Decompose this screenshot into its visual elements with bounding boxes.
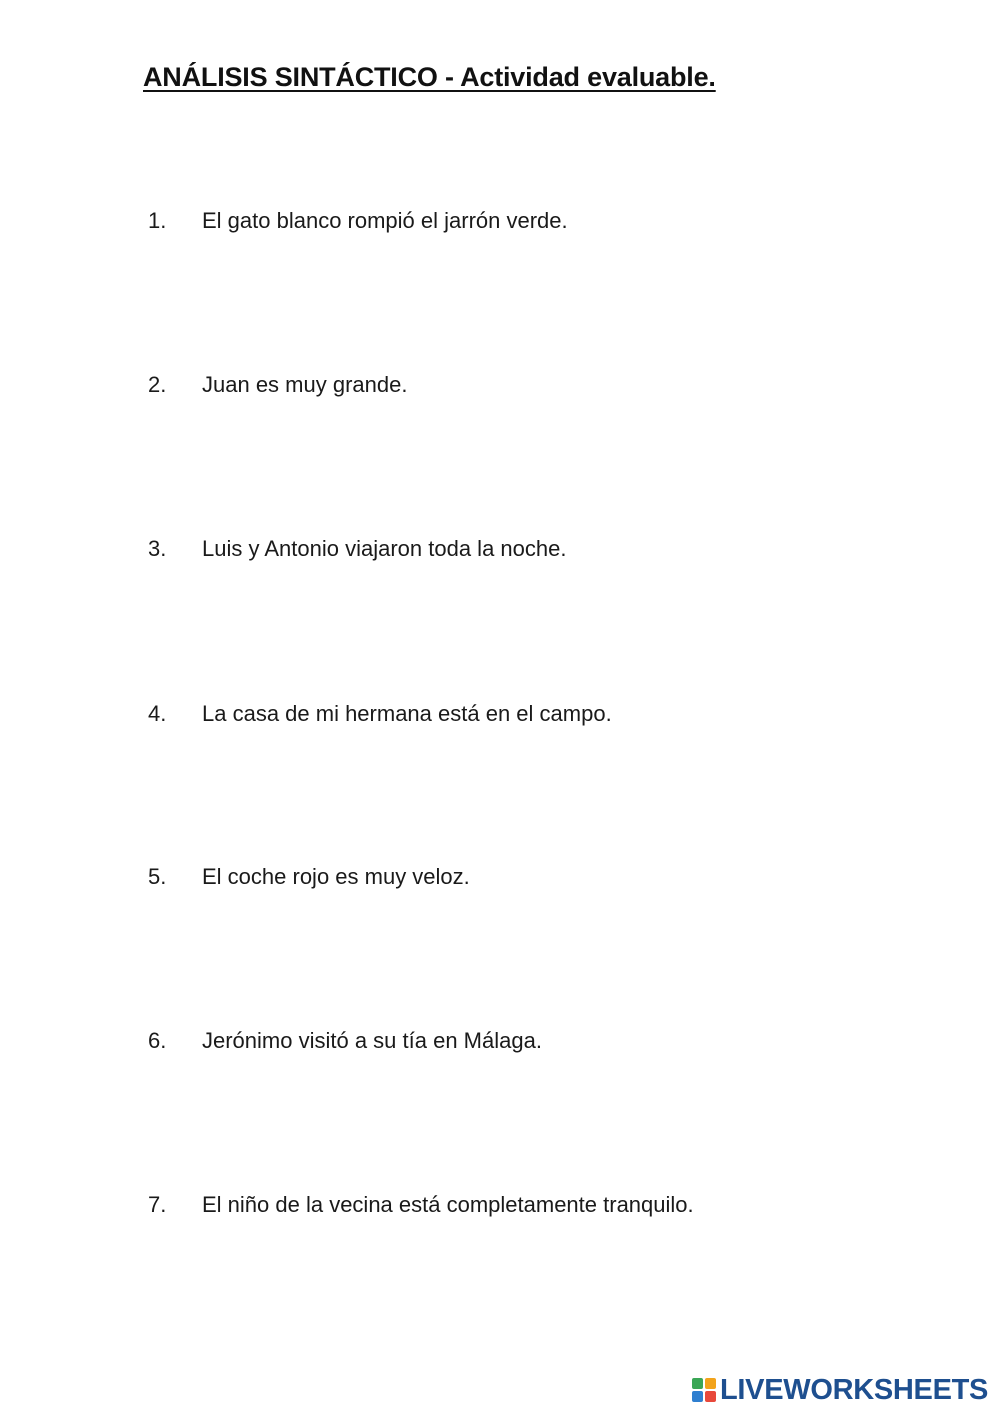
sentence-number: 6. — [148, 1028, 167, 1053]
sentence-text: El gato blanco rompió el jarrón verde. — [202, 208, 568, 233]
logo-square-green — [692, 1378, 703, 1389]
sentence-item-5 — [148, 864, 470, 890]
sentence-number: 2. — [148, 372, 167, 397]
sentence-item-2 — [148, 372, 407, 398]
sentence-item-6 — [148, 1028, 542, 1054]
sentence-number: 4. — [148, 701, 167, 726]
sentence-item-4 — [148, 701, 612, 727]
liveworksheets-brand[interactable] — [692, 1374, 988, 1406]
brand-name: LIVEWORKSHEETS — [720, 1373, 989, 1406]
sentence-number: 3. — [148, 536, 167, 561]
sentence-number: 1. — [148, 208, 167, 233]
sentence-number: 7. — [148, 1192, 167, 1217]
sentence-text: Jerónimo visitó a su tía en Málaga. — [202, 1028, 542, 1053]
sentence-text: El coche rojo es muy veloz. — [202, 864, 470, 889]
logo-square-orange — [705, 1378, 716, 1389]
sentence-text: Juan es muy grande. — [202, 372, 408, 397]
liveworksheets-logo-icon — [692, 1378, 716, 1402]
sentence-item-3 — [148, 536, 566, 562]
sentence-text: Luis y Antonio viajaron toda la noche. — [202, 536, 567, 561]
sentence-number: 5. — [148, 864, 167, 889]
sentence-text: La casa de mi hermana está en el campo. — [202, 701, 612, 726]
logo-square-blue — [692, 1391, 703, 1402]
page-title: ANÁLISIS SINTÁCTICO - Actividad evaluable. — [143, 62, 716, 92]
logo-square-red — [705, 1391, 716, 1402]
sentence-item-7 — [148, 1192, 694, 1218]
sentence-text: El niño de la vecina está completamente tranquilo. — [202, 1192, 694, 1217]
sentence-item-1 — [148, 208, 568, 234]
